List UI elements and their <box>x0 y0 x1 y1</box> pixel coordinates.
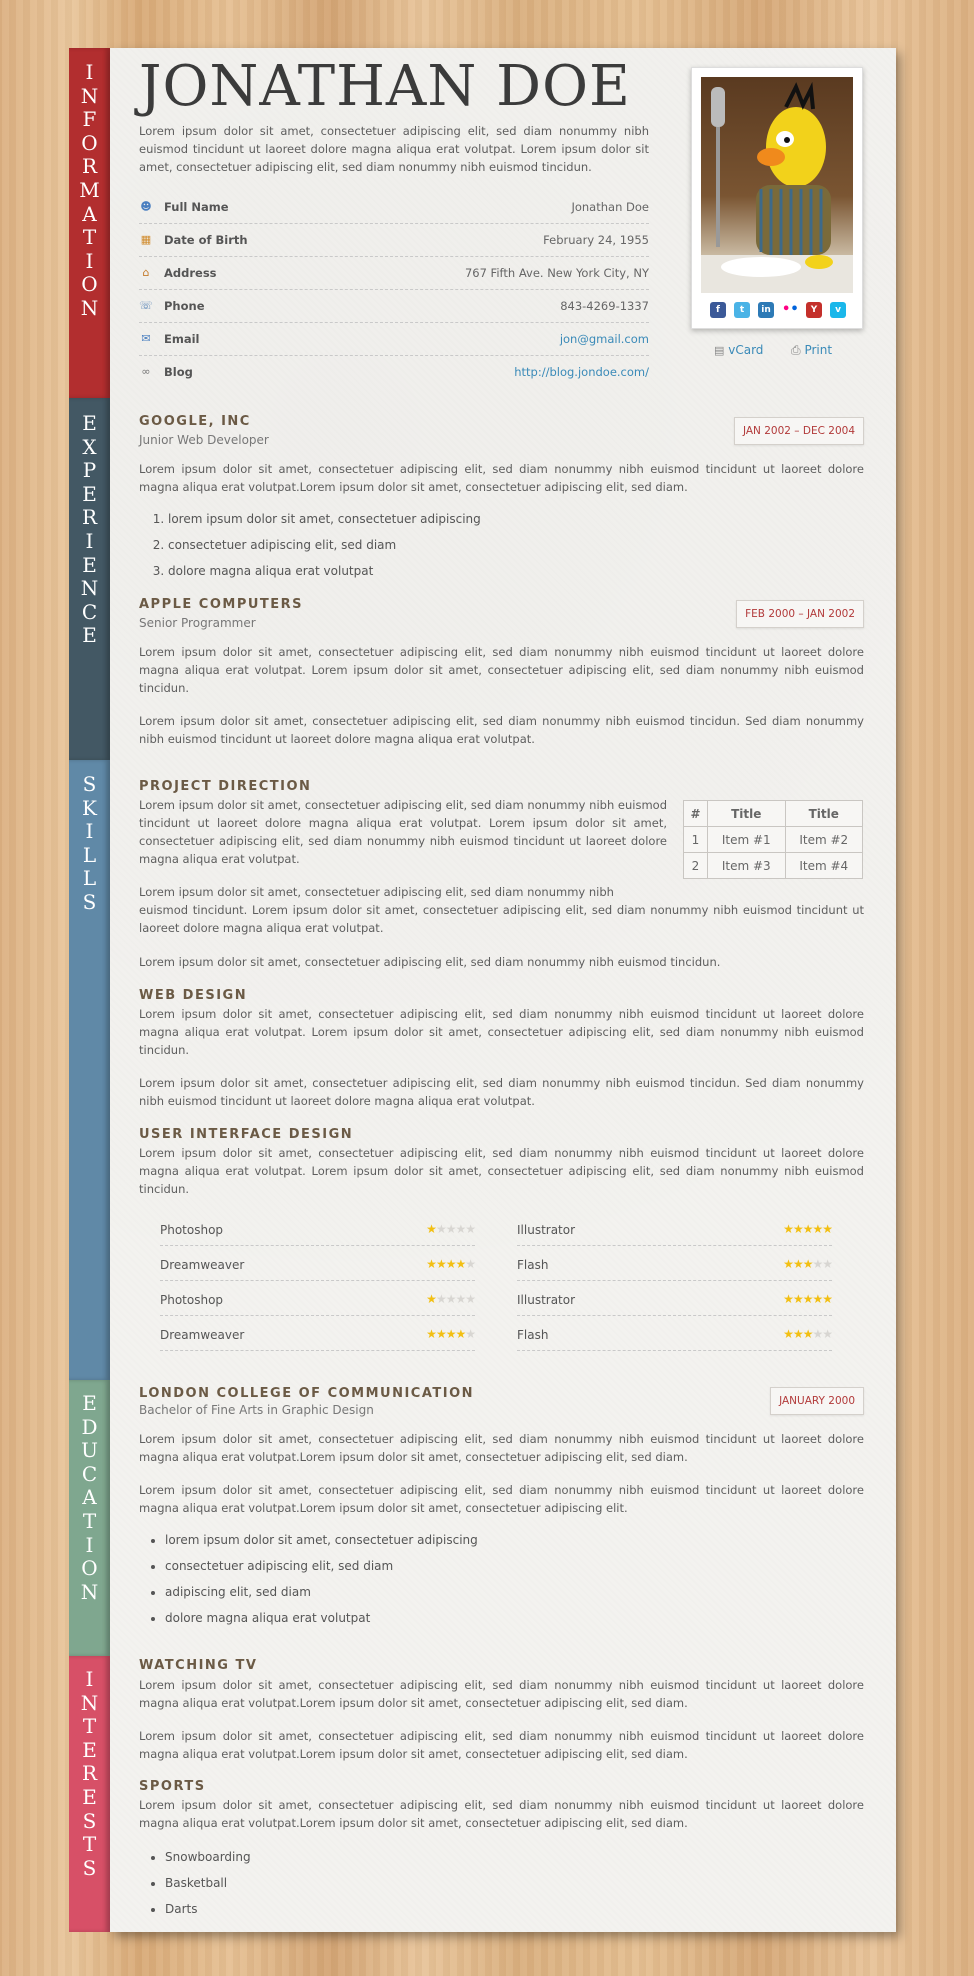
sidebar-letter: S <box>82 1855 97 1880</box>
star-empty-icon: ★ <box>455 1222 466 1236</box>
sidebar-letter: L <box>82 842 97 867</box>
star-rating <box>426 1222 475 1236</box>
sidebar-letter: F <box>82 107 97 132</box>
phone-icon: ☏ <box>139 299 153 312</box>
sidebar-section-interests <box>69 1656 110 1932</box>
skill-name: Dreamweaver <box>160 1328 245 1342</box>
sidebar-letter: M <box>79 177 100 202</box>
info-label: Phone <box>164 299 205 313</box>
table-cell: Item #2 <box>785 827 863 853</box>
star-empty-icon: ★ <box>445 1222 456 1236</box>
star-filled-icon: ★ <box>783 1292 793 1306</box>
school-name: LONDON COLLEGE OF COMMUNICATION <box>139 1386 475 1401</box>
sidebar-letter: E <box>82 411 97 435</box>
star-filled-icon: ★ <box>435 1327 446 1341</box>
skill-name: Photoshop <box>160 1293 224 1307</box>
flickr-icon[interactable]: •• <box>782 302 799 317</box>
sidebar-letter: A <box>82 201 97 226</box>
star-rating <box>783 1257 832 1271</box>
sidebar-letter: I <box>85 1532 94 1557</box>
job-title: Junior Web Developer <box>139 433 269 447</box>
star-filled-icon: ★ <box>822 1222 832 1236</box>
star-empty-icon: ★ <box>465 1257 475 1271</box>
list-item: 2. consectetuer adipiscing elit, sed diam <box>168 536 481 562</box>
list-item: • Basketball <box>165 1874 251 1900</box>
star-empty-icon: ★ <box>812 1257 823 1271</box>
table-row <box>684 827 863 853</box>
skill-heading: WEB DESIGN <box>139 988 248 1003</box>
skill-rating-row <box>517 1247 832 1281</box>
list-item: • dolore magna aliqua erat volutpat <box>165 1609 478 1635</box>
star-rating <box>783 1327 832 1341</box>
print-link[interactable] <box>791 343 832 358</box>
star-filled-icon: ★ <box>792 1222 803 1236</box>
info-label: Email <box>164 332 200 346</box>
job-description: Lorem ipsum dolor sit amet, consectetuer adipiscing elit, sed diam nonummy nibh euismod tincidunt ut laoreet dolore magna aliqua erat volutpat.Lorem ipsum dolor sit amet, consectetuer adipiscing elit, sed diam. <box>139 462 864 494</box>
star-filled-icon: ★ <box>426 1257 436 1271</box>
star-filled-icon: ★ <box>802 1222 813 1236</box>
sidebar-letter: E <box>82 481 97 506</box>
sidebar-letter: E <box>82 623 97 648</box>
sidebar-letter: A <box>82 1485 97 1510</box>
home-icon: ⌂ <box>142 266 150 279</box>
vcard-label: vCard <box>728 343 764 357</box>
sidebar-letter: I <box>85 248 94 273</box>
info-label: Address <box>164 266 217 280</box>
star-filled-icon: ★ <box>822 1292 832 1306</box>
education-description: Lorem ipsum dolor sit amet, consectetuer adipiscing elit, sed diam nonummy nibh euismod tincidunt ut laoreet dolore magna aliqua erat volutpat.Lorem ipsum dolor sit amet, consectetuer adipiscing elit, sed diam. <box>139 1432 864 1464</box>
sidebar-letter: L <box>82 866 97 891</box>
sidebar-letter: C <box>81 1461 98 1486</box>
skill-name: Flash <box>517 1328 549 1342</box>
job-company: APPLE COMPUTERS <box>139 597 304 612</box>
vcard-link[interactable] <box>714 343 763 357</box>
star-empty-icon: ★ <box>455 1292 466 1306</box>
info-value: Jonathan Doe <box>571 200 649 214</box>
skill-rating-row <box>160 1317 475 1351</box>
star-filled-icon: ★ <box>435 1257 446 1271</box>
job-date-badge: JAN 2002 – DEC 2004 <box>734 417 864 445</box>
skill-description: Lorem ipsum dolor sit amet, consectetuer adipiscing elit, sed diam nonummy nibh euismod tincidun. Sed diam nonummy nibh euismod tincidunt ut laoreet dolore magna aliqua erat volutpat. <box>139 1076 864 1108</box>
star-rating <box>783 1222 832 1236</box>
star-rating <box>426 1292 475 1306</box>
education-list <box>139 1531 478 1635</box>
list-item: 1. lorem ipsum dolor sit amet, consectetuer adipiscing <box>168 510 481 536</box>
skill-name: Illustrator <box>517 1223 576 1237</box>
twitter-icon[interactable]: t <box>734 302 750 318</box>
sidebar-letter: E <box>82 1391 97 1415</box>
sidebar-letter: T <box>82 1508 97 1533</box>
skill-description: Lorem ipsum dolor sit amet, consectetuer adipiscing elit, sed diam nonummy nibh euismod tincidunt ut laoreet dolore magna aliqua erat volutpat. Lorem ipsum dolor sit amet, consectetuer adipiscing elit, sed diam nonummy nibh euismod tincidun. <box>139 1146 864 1196</box>
star-filled-icon: ★ <box>802 1257 813 1271</box>
sidebar-section-education <box>69 1380 110 1656</box>
star-filled-icon: ★ <box>783 1327 793 1341</box>
star-empty-icon: ★ <box>822 1327 832 1341</box>
table-cell: 2 <box>684 853 708 879</box>
sidebar-letter: N <box>80 295 99 320</box>
sidebar-letter: R <box>81 505 98 530</box>
info-value: February 24, 1955 <box>543 233 649 247</box>
sidebar-letter: R <box>81 154 98 179</box>
star-rating <box>426 1257 475 1271</box>
sidebar-letter: I <box>85 60 94 84</box>
star-filled-icon: ★ <box>426 1222 436 1236</box>
profile-photo <box>701 77 853 293</box>
sidebar-section-skills <box>69 760 110 1380</box>
person-name: JONATHAN DOE <box>139 54 631 119</box>
skill-rating-row <box>160 1247 475 1281</box>
star-filled-icon: ★ <box>445 1327 456 1341</box>
job-highlights-list <box>139 510 481 588</box>
sidebar-letter: O <box>81 1556 98 1581</box>
sidebar-letter: E <box>82 1737 97 1762</box>
person-icon: ☻ <box>140 200 152 213</box>
social-links <box>710 302 846 318</box>
sports-list <box>139 1848 251 1926</box>
star-filled-icon: ★ <box>812 1222 823 1236</box>
sidebar-letter: O <box>81 130 98 155</box>
vcard-icon: ▤ <box>714 344 725 357</box>
star-filled-icon: ★ <box>812 1292 823 1306</box>
skill-heading: USER INTERFACE DESIGN <box>139 1127 354 1142</box>
sidebar-letter: D <box>81 1414 98 1439</box>
linkedin-icon[interactable]: in <box>758 302 774 318</box>
table-cell: Item #4 <box>785 853 863 879</box>
education-date-badge: JANUARY 2000 <box>770 1387 864 1415</box>
sidebar-letter: X <box>82 434 97 459</box>
star-empty-icon: ★ <box>445 1292 456 1306</box>
sidebar-section-information <box>69 48 110 398</box>
sidebar-letter: U <box>81 1438 98 1463</box>
info-value: 767 Fifth Ave. New York City, NY <box>464 266 649 280</box>
sidebar-letter: T <box>82 1714 97 1739</box>
sidebar-letter: I <box>85 1667 94 1691</box>
skill-description: euismod tincidunt. Lorem ipsum dolor sit amet, consectetuer adipiscing elit, sed diam nonummy nibh euismod tincidunt ut laoreet dolore magna aliqua erat volutpat. <box>139 903 864 935</box>
sidebar-letter: T <box>82 225 97 250</box>
table-header: Title <box>708 801 786 827</box>
degree: Bachelor of Fine Arts in Graphic Design <box>139 1403 374 1417</box>
sidebar-section-experience <box>69 398 110 760</box>
list-item: • lorem ipsum dolor sit amet, consectetuer adipiscing <box>165 1531 478 1557</box>
sidebar-letter: S <box>82 772 97 796</box>
star-empty-icon: ★ <box>812 1327 823 1341</box>
job-title: Senior Programmer <box>139 616 256 630</box>
sidebar-letter: N <box>80 576 99 601</box>
interest-description: Lorem ipsum dolor sit amet, consectetuer adipiscing elit, sed diam nonummy nibh euismod tincidunt ut laoreet dolore magna aliqua erat volutpat.Lorem ipsum dolor sit amet, consectetuer adipiscing elit, sed diam. <box>139 1798 864 1830</box>
sidebar-letter: I <box>85 528 94 553</box>
info-row-email <box>139 323 649 356</box>
skill-description: Lorem ipsum dolor sit amet, consectetuer adipiscing elit, sed diam nonummy nibh euismod tincidunt ut laoreet dolore magna aliqua erat volutpat. Lorem ipsum dolor sit amet, consectetuer adipiscing elit, sed diam nonummy nibh euismod tincidunt ut laoreet dolore magna aliqua erat volutpat. <box>139 798 667 866</box>
star-empty-icon: ★ <box>435 1222 446 1236</box>
blog-link[interactable]: http://blog.jondoe.com/ <box>514 365 649 379</box>
print-label: Print <box>804 343 833 357</box>
interest-heading: SPORTS <box>139 1779 206 1794</box>
info-row-address <box>139 257 649 290</box>
table-cell: Item #3 <box>708 853 786 879</box>
skill-rating-row <box>517 1212 832 1246</box>
skill-description: Lorem ipsum dolor sit amet, consectetuer adipiscing elit, sed diam nonummy nibh euismod tincidun. <box>139 955 721 969</box>
sidebar-letter: N <box>80 83 99 108</box>
skill-name: Illustrator <box>517 1293 576 1307</box>
star-filled-icon: ★ <box>445 1257 456 1271</box>
list-item: • consectetuer adipiscing elit, sed diam <box>165 1557 478 1583</box>
info-label: Full Name <box>164 200 229 214</box>
skill-rating-row <box>517 1282 832 1316</box>
star-filled-icon: ★ <box>792 1257 803 1271</box>
job-description: Lorem ipsum dolor sit amet, consectetuer adipiscing elit, sed diam nonummy nibh euismod tincidunt ut laoreet dolore magna aliqua erat volutpat. Lorem ipsum dolor sit amet, consectetuer adipiscing elit, sed diam nonummy nibh euismod tincidun. <box>139 645 864 695</box>
star-filled-icon: ★ <box>426 1327 436 1341</box>
interest-description: Lorem ipsum dolor sit amet, consectetuer adipiscing elit, sed diam nonummy nibh euismod tincidunt ut laoreet dolore magna aliqua erat volutpat.Lorem ipsum dolor sit amet, consectetuer adipiscing elit, sed diam. <box>139 1729 864 1761</box>
star-empty-icon: ★ <box>465 1327 475 1341</box>
youtube-icon[interactable]: Y <box>806 302 822 318</box>
info-value: 843-4269-1337 <box>560 299 649 313</box>
education-description: Lorem ipsum dolor sit amet, consectetuer adipiscing elit, sed diam nonummy nibh euismod tincidunt ut laoreet dolore magna aliqua erat volutpat.Lorem ipsum dolor sit amet, consectetuer adipiscing elit. <box>139 1483 864 1515</box>
info-row-full-name <box>139 191 649 224</box>
table-header: Title <box>785 801 863 827</box>
vimeo-icon[interactable]: v <box>830 302 846 318</box>
skill-rating-row <box>517 1317 832 1351</box>
list-item: • adipiscing elit, sed diam <box>165 1583 478 1609</box>
profile-photo-frame <box>691 67 863 329</box>
sidebar-letter: E <box>82 552 97 577</box>
skill-description: Lorem ipsum dolor sit amet, consectetuer adipiscing elit, sed diam nonummy nibh euismod tincidunt ut laoreet dolore magna aliqua erat volutpat. Lorem ipsum dolor sit amet, consectetuer adipiscing elit, sed diam nonummy nibh euismod tincidun. <box>139 1007 864 1057</box>
info-label: Blog <box>164 365 193 379</box>
data-table <box>683 800 863 879</box>
star-filled-icon: ★ <box>792 1327 803 1341</box>
skill-description: Lorem ipsum dolor sit amet, consectetuer adipiscing elit, sed diam nonummy nibh <box>139 885 614 899</box>
info-row-phone <box>139 290 649 323</box>
star-rating <box>783 1292 832 1306</box>
info-row-date-of-birth <box>139 224 649 257</box>
skill-name: Photoshop <box>160 1223 224 1237</box>
info-label: Date of Birth <box>164 233 248 247</box>
sidebar-letter: E <box>82 1784 97 1809</box>
star-filled-icon: ★ <box>792 1292 803 1306</box>
sidebar-letter: O <box>81 272 98 297</box>
sidebar-letter: P <box>82 458 97 483</box>
star-empty-icon: ★ <box>822 1257 832 1271</box>
sidebar-letter: S <box>82 889 97 914</box>
facebook-icon[interactable]: f <box>710 302 726 318</box>
interest-heading: WATCHING TV <box>139 1658 258 1673</box>
sidebar-letter: S <box>82 1808 97 1833</box>
sidebar-letter: N <box>80 1579 99 1604</box>
envelope-icon: ✉ <box>141 332 151 345</box>
sidebar-letter: R <box>81 1761 98 1786</box>
sidebar-letter: K <box>82 795 97 820</box>
star-empty-icon: ★ <box>465 1222 475 1236</box>
skill-name: Flash <box>517 1258 549 1272</box>
star-filled-icon: ★ <box>802 1327 813 1341</box>
email-link[interactable]: jon@gmail.com <box>559 332 649 346</box>
star-filled-icon: ★ <box>455 1327 466 1341</box>
list-item: • Snowboarding <box>165 1848 251 1874</box>
list-item: • Darts <box>165 1900 251 1926</box>
print-icon: ⎙ <box>791 343 801 357</box>
job-description: Lorem ipsum dolor sit amet, consectetuer adipiscing elit, sed diam nonummy nibh euismod tincidun. Sed diam nonummy nibh euismod tincidunt ut laoreet dolore magna aliqua erat volutpat. <box>139 714 864 746</box>
calendar-icon: ▦ <box>140 233 152 246</box>
skill-name: Dreamweaver <box>160 1258 245 1272</box>
star-filled-icon: ★ <box>783 1222 793 1236</box>
skill-rating-row <box>160 1212 475 1246</box>
intro-text: Lorem ipsum dolor sit amet, consectetuer adipiscing elit, sed diam nonummy nibh euismod tincidunt ut laoreet dolore magna aliqua erat volutpat. Lorem ipsum dolor sit amet, consectetuer adipiscing elit, sed diam nonummy nibh euismod tincidun. <box>139 124 649 174</box>
table-header: # <box>684 801 708 827</box>
star-empty-icon: ★ <box>435 1292 446 1306</box>
table-cell: 1 <box>684 827 708 853</box>
job-date-badge: FEB 2000 – JAN 2002 <box>736 600 864 628</box>
star-filled-icon: ★ <box>783 1257 793 1271</box>
star-filled-icon: ★ <box>802 1292 813 1306</box>
star-filled-icon: ★ <box>455 1257 466 1271</box>
interest-description: Lorem ipsum dolor sit amet, consectetuer adipiscing elit, sed diam nonummy nibh euismod tincidunt ut laoreet dolore magna aliqua erat volutpat.Lorem ipsum dolor sit amet, consectetuer adipiscing elit, sed diam. <box>139 1678 864 1710</box>
table-row <box>684 853 863 879</box>
sidebar-letter: I <box>85 819 94 844</box>
skill-rating-row <box>160 1282 475 1316</box>
job-company: GOOGLE, INC <box>139 414 251 429</box>
star-rating <box>426 1327 475 1341</box>
table-cell: Item #1 <box>708 827 786 853</box>
list-item: 3. dolore magna aliqua erat volutpat <box>168 562 481 588</box>
sidebar-letter: C <box>81 599 98 624</box>
link-icon: ∞ <box>141 365 151 378</box>
skill-heading: PROJECT DIRECTION <box>139 779 312 794</box>
info-row-blog <box>139 356 649 388</box>
star-empty-icon: ★ <box>465 1292 475 1306</box>
star-filled-icon: ★ <box>426 1292 436 1306</box>
sidebar-letter: N <box>80 1690 99 1715</box>
sidebar-letter: T <box>82 1832 97 1857</box>
